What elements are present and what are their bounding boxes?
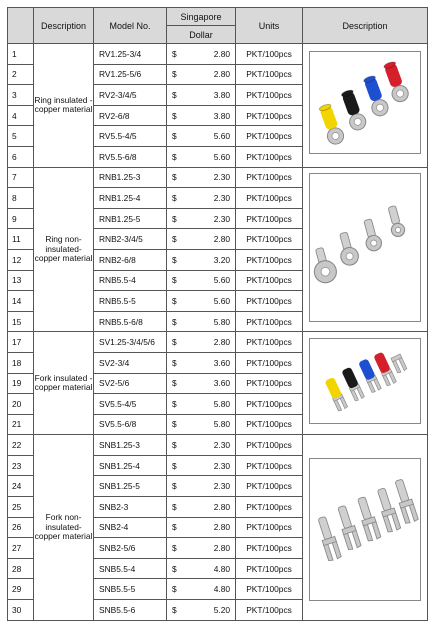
units-value: PKT/100pcs [236, 167, 303, 188]
currency-symbol: $ [167, 497, 203, 518]
model-number [94, 291, 167, 312]
currency-symbol: $ [167, 414, 203, 435]
model-number [94, 373, 167, 394]
currency-symbol: $ [167, 579, 203, 600]
model-number-text: SNB5.5-6 [99, 604, 136, 615]
price-value: 5.60 [203, 291, 236, 312]
price-value: 2.80 [203, 538, 236, 559]
row-number: 24 [8, 476, 34, 497]
currency-symbol: $ [167, 208, 203, 229]
units-value: PKT/100pcs [236, 517, 303, 538]
model-number [94, 311, 167, 332]
row-number: 21 [8, 414, 34, 435]
image-description-header: Description [303, 8, 428, 44]
currency-symbol: $ [167, 291, 203, 312]
model-number-text: SNB1.25-4 [99, 460, 140, 471]
currency-symbol: $ [167, 435, 203, 456]
currency-symbol: $ [167, 64, 203, 85]
currency-symbol: $ [167, 167, 203, 188]
units-value: PKT/100pcs [236, 414, 303, 435]
price-value: 2.30 [203, 167, 236, 188]
model-number-text: RV1.25-5/6 [99, 69, 142, 80]
price-value: 3.80 [203, 105, 236, 126]
currency-symbol: $ [167, 270, 203, 291]
table-row [8, 167, 428, 188]
units-value: PKT/100pcs [236, 600, 303, 621]
price-value: 2.30 [203, 455, 236, 476]
group-description: Ring insulated - copper material [34, 44, 94, 168]
model-number-text: RNB2-6/8 [99, 254, 136, 265]
units-value: PKT/100pcs [236, 538, 303, 559]
price-value: 4.80 [203, 579, 236, 600]
price-value: 2.80 [203, 229, 236, 250]
model-number-text: SNB1.25-5 [99, 481, 140, 492]
model-number [94, 579, 167, 600]
row-number: 30 [8, 600, 34, 621]
currency-symbol: $ [167, 229, 203, 250]
model-number [94, 105, 167, 126]
model-number [94, 126, 167, 147]
model-number-text: SNB1.25-3 [99, 440, 140, 451]
currency-symbol: $ [167, 332, 203, 353]
model-number [94, 208, 167, 229]
price-value: 3.60 [203, 373, 236, 394]
row-number: 18 [8, 352, 34, 373]
model-number-text: RV1.25-3/4 [99, 48, 142, 59]
units-value: PKT/100pcs [236, 146, 303, 167]
row-number: 17 [8, 332, 34, 353]
insulated-ring-terminals-photo [310, 52, 420, 153]
units-value: PKT/100pcs [236, 352, 303, 373]
model-number [94, 146, 167, 167]
row-number: 23 [8, 455, 34, 476]
units-value: PKT/100pcs [236, 476, 303, 497]
currency-symbol: $ [167, 311, 203, 332]
units-value: PKT/100pcs [236, 208, 303, 229]
model-number [94, 435, 167, 456]
model-number [94, 64, 167, 85]
model-number [94, 476, 167, 497]
price-value: 2.80 [203, 497, 236, 518]
currency-symbol: $ [167, 558, 203, 579]
model-number-text: SNB5.5-4 [99, 563, 136, 574]
row-number: 12 [8, 249, 34, 270]
units-value: PKT/100pcs [236, 558, 303, 579]
price-group-header: Singapore [167, 8, 236, 26]
price-value: 3.60 [203, 352, 236, 373]
units-value: PKT/100pcs [236, 455, 303, 476]
model-number-text: RNB1.25-5 [99, 213, 141, 224]
units-value: PKT/100pcs [236, 332, 303, 353]
model-number [94, 455, 167, 476]
currency-symbol: $ [167, 249, 203, 270]
model-number [94, 538, 167, 559]
model-number-text: SV2-3/4 [99, 357, 130, 368]
units-value: PKT/100pcs [236, 105, 303, 126]
price-value: 3.20 [203, 249, 236, 270]
model-number [94, 44, 167, 65]
currency-symbol: $ [167, 105, 203, 126]
price-value: 5.20 [203, 600, 236, 621]
row-number: 3 [8, 85, 34, 106]
model-number-text: SV5.5-4/5 [99, 398, 137, 409]
model-number [94, 497, 167, 518]
price-value: 3.80 [203, 85, 236, 106]
index-header [8, 8, 34, 44]
currency-symbol: $ [167, 476, 203, 497]
model-number [94, 600, 167, 621]
price-value: 2.30 [203, 435, 236, 456]
model-number-text: SNB2-4 [99, 522, 129, 533]
price-value: 5.60 [203, 146, 236, 167]
row-number: 6 [8, 146, 34, 167]
price-value: 5.80 [203, 394, 236, 415]
units-value: PKT/100pcs [236, 373, 303, 394]
model-number-text: RV2-3/4/5 [99, 89, 137, 100]
table-row [8, 332, 428, 353]
currency-symbol: $ [167, 188, 203, 209]
row-number: 15 [8, 311, 34, 332]
price-value: 2.80 [203, 517, 236, 538]
model-number-text: SV1.25-3/4/5/6 [99, 337, 155, 348]
model-number-text: RNB2-3/4/5 [99, 234, 143, 245]
price-value: 5.80 [203, 414, 236, 435]
price-table [7, 7, 428, 621]
currency-symbol: $ [167, 126, 203, 147]
units-value: PKT/100pcs [236, 497, 303, 518]
table-header [8, 8, 428, 44]
units-value: PKT/100pcs [236, 270, 303, 291]
model-number [94, 394, 167, 415]
row-number: 11 [8, 229, 34, 250]
units-value: PKT/100pcs [236, 85, 303, 106]
price-value: 5.80 [203, 311, 236, 332]
product-image [309, 51, 421, 154]
row-number: 19 [8, 373, 34, 394]
units-value: PKT/100pcs [236, 188, 303, 209]
model-number-text: RV5.5-4/5 [99, 131, 137, 142]
product-image [309, 458, 421, 601]
model-number [94, 85, 167, 106]
units-value: PKT/100pcs [236, 394, 303, 415]
units-value: PKT/100pcs [236, 311, 303, 332]
description-header: Description [34, 8, 94, 44]
row-number: 20 [8, 394, 34, 415]
product-image-cell [303, 435, 428, 620]
currency-symbol: $ [167, 44, 203, 65]
model-number [94, 517, 167, 538]
product-image [309, 338, 421, 424]
currency-symbol: $ [167, 394, 203, 415]
bare-fork-terminals-photo [310, 459, 420, 600]
group-description: Fork non-insulated-copper material [34, 435, 94, 620]
currency-symbol: $ [167, 85, 203, 106]
currency-symbol: $ [167, 373, 203, 394]
model-number-text: RNB5.5-5 [99, 295, 136, 306]
row-number: 8 [8, 188, 34, 209]
model-number-text: SNB5.5-5 [99, 584, 136, 595]
price-value: 2.80 [203, 44, 236, 65]
currency-symbol: $ [167, 146, 203, 167]
units-value: PKT/100pcs [236, 64, 303, 85]
row-number: 5 [8, 126, 34, 147]
model-number [94, 167, 167, 188]
price-value: 4.80 [203, 558, 236, 579]
model-number-text: RNB1.25-3 [99, 172, 141, 183]
model-number-text: RNB5.5-6/8 [99, 316, 143, 327]
model-number [94, 352, 167, 373]
price-value: 2.30 [203, 188, 236, 209]
row-number: 26 [8, 517, 34, 538]
currency-symbol: $ [167, 455, 203, 476]
group-description: Ring non-insulated-copper material [34, 167, 94, 332]
row-number: 2 [8, 64, 34, 85]
units-value: PKT/100pcs [236, 291, 303, 312]
units-value: PKT/100pcs [236, 229, 303, 250]
price-value: 5.60 [203, 126, 236, 147]
model-number-text: RNB1.25-4 [99, 192, 141, 203]
product-image [309, 173, 421, 322]
insulated-fork-terminals-photo [310, 339, 420, 423]
row-number: 22 [8, 435, 34, 456]
model-number-text: SV2-5/6 [99, 378, 130, 389]
row-number: 29 [8, 579, 34, 600]
currency-symbol: $ [167, 517, 203, 538]
model-number [94, 414, 167, 435]
units-value: PKT/100pcs [236, 579, 303, 600]
model-number [94, 249, 167, 270]
row-number: 14 [8, 291, 34, 312]
row-number: 25 [8, 497, 34, 518]
price-value: 2.30 [203, 476, 236, 497]
product-image-cell [303, 167, 428, 332]
units-value: PKT/100pcs [236, 435, 303, 456]
model-number [94, 188, 167, 209]
table-row [8, 435, 428, 456]
price-value: 5.60 [203, 270, 236, 291]
model-number [94, 270, 167, 291]
product-image-cell [303, 332, 428, 435]
units-header: Units [236, 8, 303, 44]
model-number-text: SNB2-5/6 [99, 543, 136, 554]
row-number: 9 [8, 208, 34, 229]
bare-ring-terminals-photo [310, 174, 420, 321]
table-body [8, 44, 428, 621]
model-number-text: SNB2-3 [99, 501, 129, 512]
units-value: PKT/100pcs [236, 126, 303, 147]
model-number-text: RV2-6/8 [99, 110, 130, 121]
table-row [8, 44, 428, 65]
currency-symbol: $ [167, 600, 203, 621]
price-value: 2.80 [203, 64, 236, 85]
units-value: PKT/100pcs [236, 44, 303, 65]
model-number-text: RNB5.5-4 [99, 275, 136, 286]
model-number [94, 558, 167, 579]
currency-symbol: $ [167, 538, 203, 559]
price-value: 2.30 [203, 208, 236, 229]
row-number: 13 [8, 270, 34, 291]
model-number-text: RV5.5-6/8 [99, 151, 137, 162]
row-number: 28 [8, 558, 34, 579]
row-number: 7 [8, 167, 34, 188]
model-number [94, 332, 167, 353]
price-value: 2.80 [203, 332, 236, 353]
group-description: Fork insulated - copper material [34, 332, 94, 435]
currency-symbol: $ [167, 352, 203, 373]
row-number: 27 [8, 538, 34, 559]
model-number-text: SV5.5-6/8 [99, 419, 137, 430]
price-currency-header: Dollar [167, 26, 236, 44]
model-number [94, 229, 167, 250]
units-value: PKT/100pcs [236, 249, 303, 270]
model-header: Model No. [94, 8, 167, 44]
row-number: 4 [8, 105, 34, 126]
row-number: 1 [8, 44, 34, 65]
product-image-cell [303, 44, 428, 168]
